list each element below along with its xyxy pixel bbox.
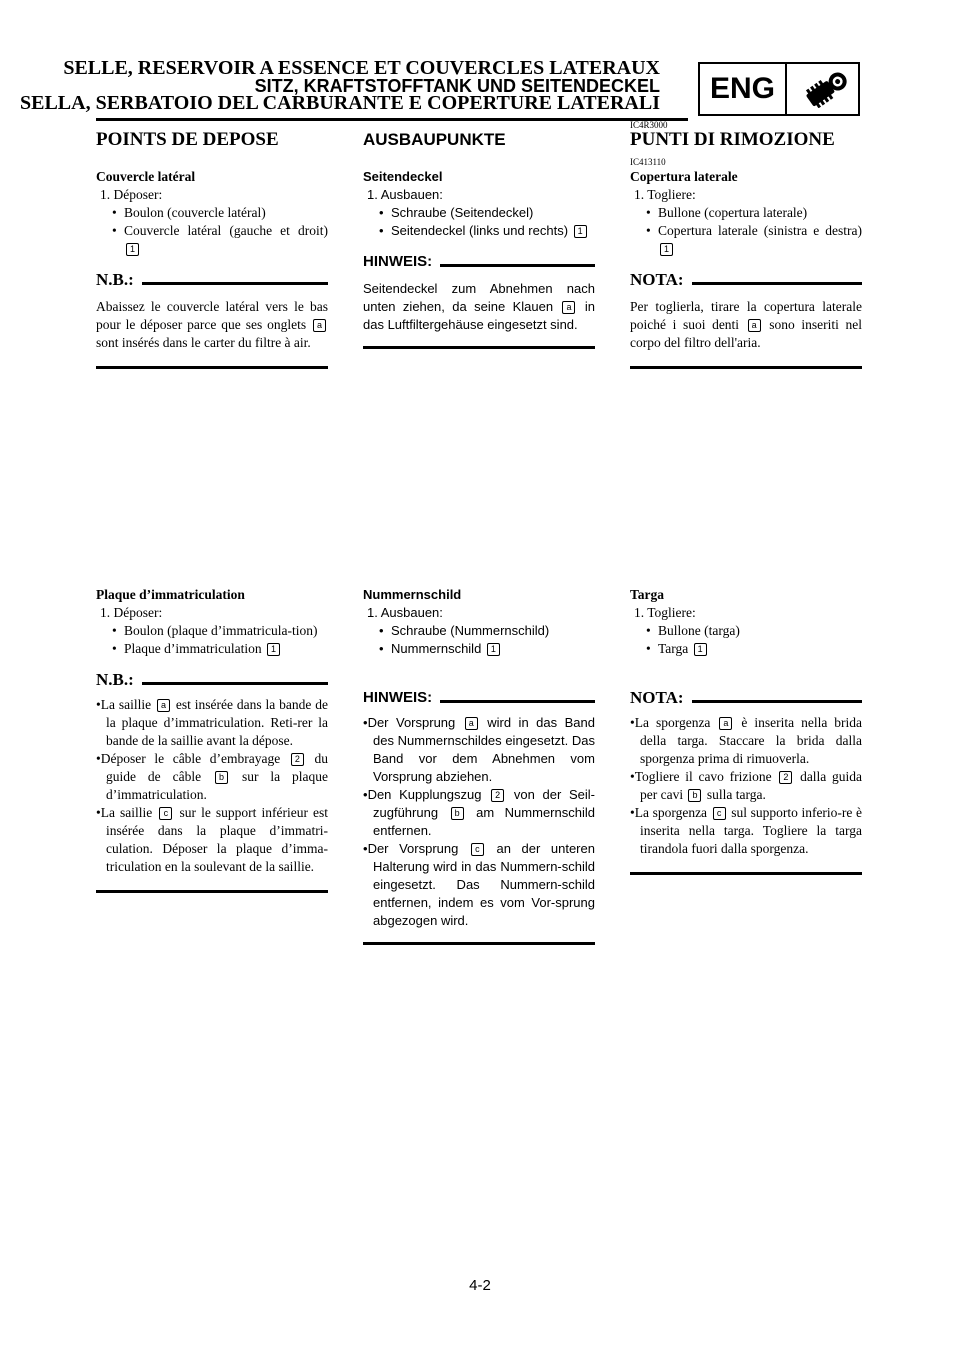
fr-step: 1. Déposer: bbox=[100, 605, 163, 620]
it-bullet: • Bullone (targa) bbox=[646, 623, 740, 638]
callout-b: b bbox=[688, 789, 701, 802]
de-note-header: HINWEIS: bbox=[363, 252, 595, 272]
de-step: 1. Ausbauen: bbox=[367, 605, 443, 620]
page-number: 4-2 bbox=[469, 1277, 491, 1294]
de-subtitle: Nummernschild bbox=[363, 587, 462, 602]
fr-bullet: • Boulon (plaque d’immatricula-tion) bbox=[112, 623, 318, 638]
section-code: IC4R3000 bbox=[630, 120, 668, 130]
callout-2: 2 bbox=[779, 771, 792, 784]
it-note-text: Per toglierla, tirare la copertura laterale poiché i suoi denti a sono inseriti nel corpo del filtro dell'aria. bbox=[630, 299, 862, 350]
header-title-fr: SELLE, RESERVOIR A ESSENCE ET COUVERCLES LATERAUX bbox=[63, 57, 660, 79]
it-bullet: • Bullone (copertura laterale) bbox=[646, 205, 808, 220]
callout-1: 1 bbox=[660, 243, 673, 256]
it-note-header: NOTA: bbox=[630, 270, 862, 290]
header-title-it: SELLA, SERBATOIO DEL CARBURANTE E COPERTURE LATERALI bbox=[20, 92, 660, 114]
callout-1: 1 bbox=[694, 643, 707, 656]
it-bullet: • Targa 1 bbox=[630, 640, 862, 658]
de-bullet: • Schraube (Seitendeckel) bbox=[379, 205, 534, 220]
callout-b: b bbox=[215, 771, 228, 784]
fr-note-item: •La saillie a est insérée dans la bande de la plaque d’immatriculation. Reti-rer la bande de la saillie avant la dépose. bbox=[96, 697, 329, 748]
it-note-item: •Togliere il cavo frizione 2 dalla guida per cavi b sulla targa. bbox=[630, 769, 863, 802]
de-bullet: • Nummernschild 1 bbox=[363, 640, 595, 658]
de-note-item: •Den Kupplungszug 2 von der Seil-zugführung b am Nummernschild entfernen. bbox=[363, 787, 595, 838]
callout-a: a bbox=[157, 699, 170, 712]
callout-b: b bbox=[451, 807, 464, 820]
de-title: AUSBAUPUNKTE bbox=[363, 130, 506, 149]
callout-2: 2 bbox=[291, 753, 304, 766]
it-subtitle: Targa bbox=[630, 587, 665, 602]
de-note-item: •Der Vorsprung c an der unteren Halterung wird in das Nummern-schild eingesetzt. Das Nummern-schild entfernen, indem es vom Vor-sprung abgezogen wird. bbox=[363, 841, 595, 928]
fr-bullet: • Plaque d’immatriculation 1 bbox=[96, 640, 328, 658]
callout-1: 1 bbox=[126, 243, 139, 256]
it-step: 1. Togliere: bbox=[634, 187, 696, 202]
callout-2: 2 bbox=[491, 789, 504, 802]
fr-section-top bbox=[96, 128, 328, 369]
note-end-rule bbox=[630, 366, 862, 369]
subsection-code: IC413110 bbox=[630, 157, 666, 167]
note-end-rule bbox=[96, 890, 328, 893]
note-end-rule bbox=[363, 346, 595, 349]
it-note-header: NOTA: bbox=[630, 688, 862, 708]
fr-section-bottom bbox=[96, 586, 328, 893]
note-end-rule bbox=[363, 942, 595, 945]
de-section-top bbox=[363, 128, 595, 349]
de-note-item: •Der Vorsprung a wird in das Band des Nummernschildes eingesetzt. Das Band vor dem Abnehmen vom Vorsprung abziehen. bbox=[363, 715, 595, 784]
fr-subtitle: Plaque d’immatriculation bbox=[96, 587, 245, 602]
de-bullet: • Schraube (Nummernschild) bbox=[379, 623, 550, 638]
fr-note-header: N.B.: bbox=[96, 670, 328, 690]
eng-divider bbox=[785, 64, 787, 114]
fr-subtitle: Couvercle latéral bbox=[96, 169, 196, 184]
note-end-rule bbox=[96, 366, 328, 369]
callout-a: a bbox=[313, 319, 326, 332]
callout-a: a bbox=[562, 301, 575, 314]
callout-a: a bbox=[719, 717, 732, 730]
de-note-text: Seitendeckel zum Abnehmen nach unten ziehen, da seine Klauen a in das Luftfiltergehäuse eingesetzt sind. bbox=[363, 281, 595, 332]
note-end-rule bbox=[630, 872, 862, 875]
it-step: 1. Togliere: bbox=[634, 605, 696, 620]
it-bullet: • Copertura laterale (sinistra e destra) 1 bbox=[646, 223, 862, 254]
header-title-de: SITZ, KRAFTSTOFFTANK UND SEITENDECKEL bbox=[254, 76, 660, 96]
it-subtitle: Copertura laterale bbox=[630, 169, 738, 184]
callout-c: c bbox=[471, 843, 484, 856]
it-note-item: •La sporgenza a è inserita nella brida della targa. Staccare la brida dalla sporgenza prima di rimuoverla. bbox=[630, 715, 863, 766]
de-bullet: • Seitendeckel (links und rechts) 1 bbox=[363, 222, 595, 240]
it-section-top bbox=[630, 128, 862, 369]
callout-c: c bbox=[159, 807, 172, 820]
engine-icon bbox=[800, 70, 854, 108]
fr-bullet: • Couvercle latéral (gauche et droit) 1 bbox=[112, 223, 328, 254]
de-step: 1. Ausbauen: bbox=[367, 187, 443, 202]
eng-badge bbox=[698, 62, 860, 116]
fr-title: POINTS DE DEPOSE bbox=[96, 129, 279, 150]
it-title: PUNTI DI RIMOZIONE bbox=[630, 129, 835, 150]
fr-bullet: • Boulon (couvercle latéral) bbox=[112, 205, 266, 220]
de-section-bottom bbox=[363, 586, 595, 945]
callout-1: 1 bbox=[574, 225, 587, 238]
de-subtitle: Seitendeckel bbox=[363, 169, 443, 184]
it-section-bottom bbox=[630, 586, 862, 875]
callout-1: 1 bbox=[267, 643, 280, 656]
fr-note-header: N.B.: bbox=[96, 270, 328, 290]
fr-note-text: Abaissez le couvercle latéral vers le bas pour le déposer parce que ses onglets a sont insérés dans le carter du filtre à air. bbox=[96, 299, 328, 350]
callout-a: a bbox=[748, 319, 761, 332]
callout-1: 1 bbox=[487, 643, 500, 656]
de-note-header: HINWEIS: bbox=[363, 688, 595, 708]
it-note-item: •La sporgenza c sul supporto inferio-re è inserita nella targa. Togliere la targa tirandola fuori dalla sporgenza. bbox=[630, 805, 862, 856]
callout-c: c bbox=[713, 807, 726, 820]
callout-a: a bbox=[465, 717, 478, 730]
fr-note-item: •La saillie c sur le support inférieur est insérée dans la plaque d’immatri-culation. Déposer la plaque d’imma-triculation en la soulevant de la saillie. bbox=[96, 805, 329, 874]
header-rule bbox=[96, 118, 688, 121]
fr-step: 1. Déposer: bbox=[100, 187, 163, 202]
eng-label: ENG bbox=[709, 72, 775, 105]
fr-note-item: •Déposer le câble d’embrayage 2 du guide de câble b sur la plaque d’immatriculation. bbox=[96, 751, 329, 802]
